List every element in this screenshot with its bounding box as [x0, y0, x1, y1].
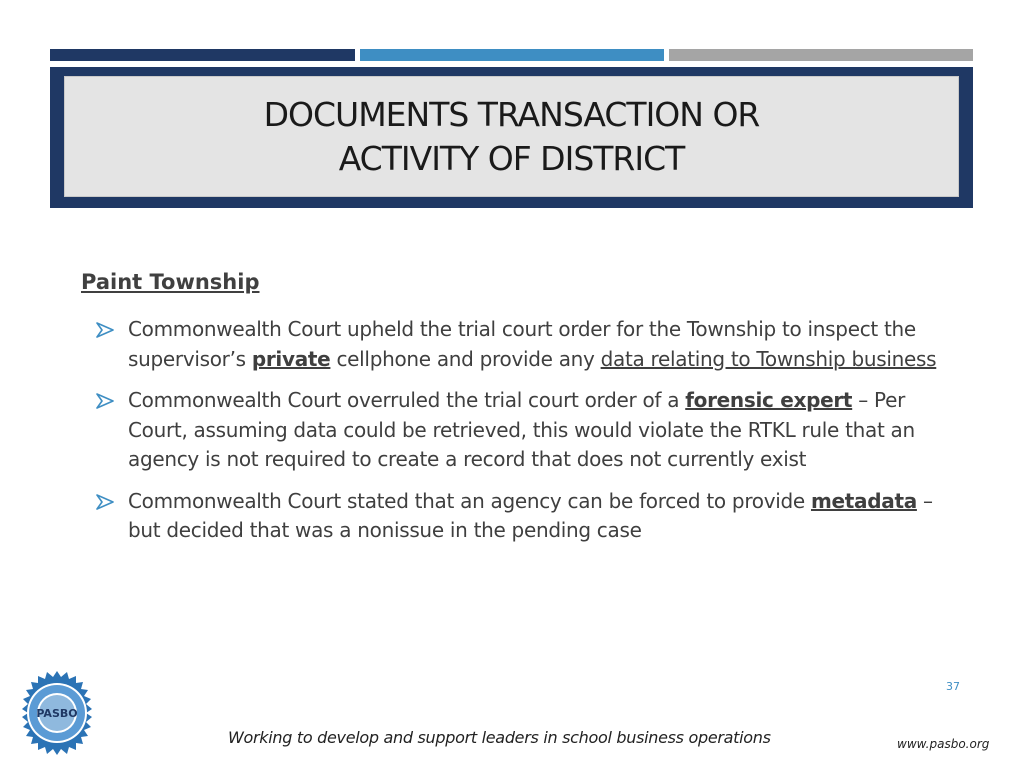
logo-text: PASBO: [36, 707, 78, 720]
top-stripe-gray: [669, 49, 973, 61]
bullet-emphasis: metadata: [810, 488, 917, 513]
section-heading: Paint Township: [81, 270, 260, 294]
bullet-item: [96, 315, 946, 374]
bullet-text: cellphone and provide any: [330, 346, 601, 371]
title-box: [64, 76, 959, 197]
title-line-2: ACTIVITY OF DISTRICT: [338, 138, 685, 178]
bullet-emphasis: forensic expert: [685, 388, 853, 412]
pasbo-logo: [14, 670, 100, 756]
footer-tagline: Working to develop and support leaders in school business operations: [228, 728, 771, 747]
bullet-text: Commonwealth Court upheld the trial court order for the Township to inspect the supervisor’s: [128, 317, 916, 371]
bullet-text: – Per Court, assuming data could be retrieved, this would violate the RTKL rule that an agency is not required to create a record that does not currently exist: [128, 388, 915, 471]
bullet-item: [96, 386, 946, 475]
footer-website-link[interactable]: www.pasbo.org: [897, 737, 990, 751]
arrow-bullet-icon: [96, 393, 114, 409]
bullet-text: Commonwealth Court overruled the trial court order of a: [128, 388, 686, 412]
page-number: 37: [946, 680, 960, 693]
top-stripe-navy: [50, 49, 355, 61]
arrow-bullet-icon: [96, 494, 114, 510]
bullet-item: [96, 487, 946, 546]
bullet-text: Commonwealth Court stated that an agency can be forced to provide: [128, 488, 811, 513]
bullet-list: [96, 315, 946, 558]
top-stripe-blue: [360, 49, 664, 61]
arrow-bullet-icon: [96, 322, 114, 338]
bullet-text: – but decided that was a nonissue in the pending case: [128, 488, 933, 542]
title-line-1: DOCUMENTS TRANSACTION OR: [263, 94, 760, 134]
title-frame: [50, 67, 973, 208]
bullet-emphasis: private: [251, 346, 331, 371]
bullet-underlined: data relating to Township business: [600, 346, 937, 371]
